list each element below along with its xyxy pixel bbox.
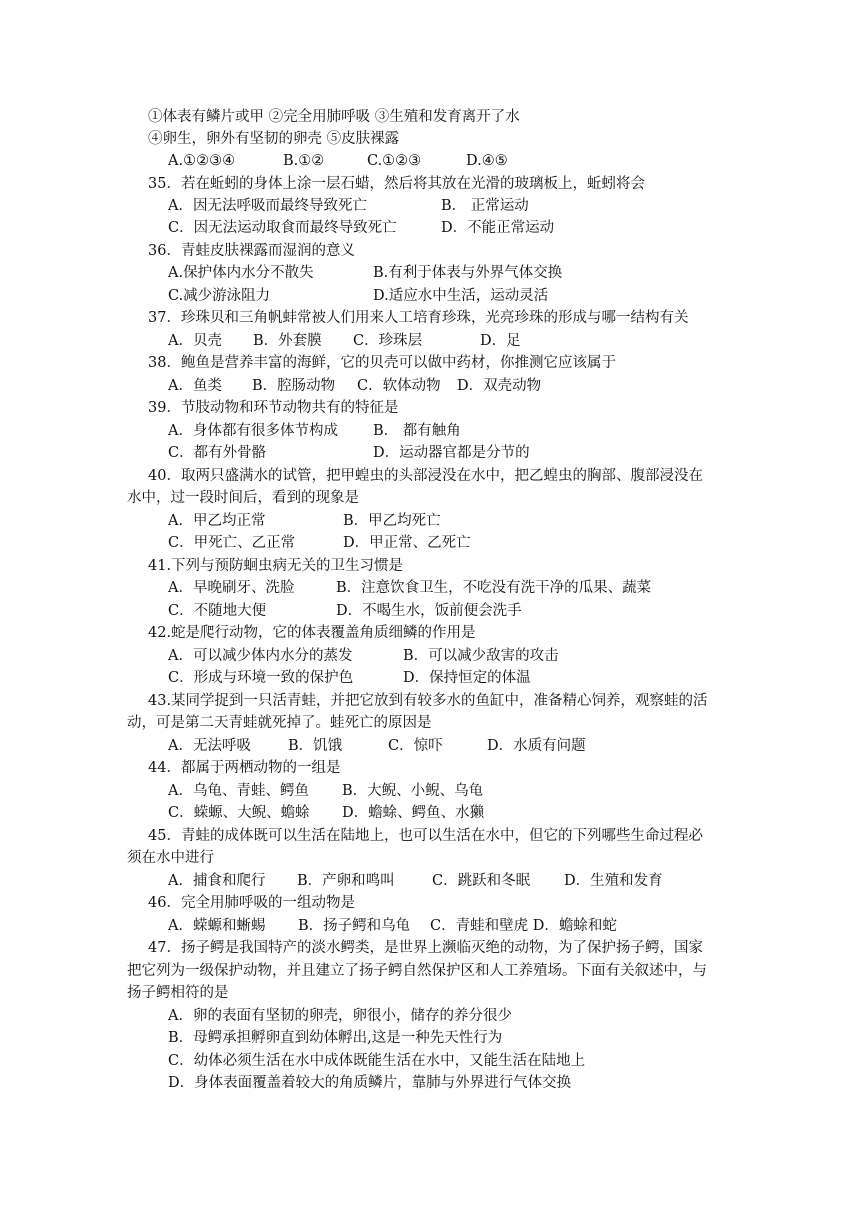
answer-option: A．甲乙均正常 <box>168 513 266 529</box>
answer-option: D．足 <box>480 333 521 349</box>
answer-option: A．贝壳 <box>168 333 222 349</box>
answer-option: B．外套膜 <box>253 333 322 349</box>
answer-option: D．不喝生水，饭前便会洗手 <box>336 603 522 619</box>
answer-option: C．不随地大便 <box>168 603 267 619</box>
answer-option: B．腔肠动物 <box>252 378 336 394</box>
question-stem-continued: 动，可是第二天青蛙就死掉了。蛙死亡的原因是 <box>127 715 432 731</box>
answer-option: A.①②③④ <box>168 153 236 169</box>
question-stem: 41.下列与预防蛔虫病无关的卫生习惯是 <box>148 558 404 574</box>
answer-option: B．甲乙均死亡 <box>343 513 441 529</box>
question-stem: 43.某同学捉到一只活青蛙，并把它放到有较多水的鱼缸中，准备精心饲养，观察蛙的活 <box>148 693 708 709</box>
answer-option: A．卵的表面有坚韧的卵壳，卵很小，储存的养分很少 <box>168 1008 512 1024</box>
question-stem: 44．都属于两栖动物的一组是 <box>148 760 341 776</box>
answer-option: C．蝾螈、大鲵、蟾蜍 <box>168 805 310 821</box>
answer-option: D．生殖和发育 <box>564 873 663 889</box>
answer-option: C.①②③ <box>367 153 422 169</box>
answer-option: B．可以减少敌害的攻击 <box>403 648 559 664</box>
answer-option: D．甲正常、乙死亡 <box>343 535 471 551</box>
answer-option: D．身体表面覆盖着较大的角质鳞片，靠肺与外界进行气体交换 <box>168 1075 572 1091</box>
answer-option: B．大鲵、小鲵、乌龟 <box>342 783 484 799</box>
question-stem-continued: 扬子鳄相符的是 <box>127 985 229 1001</box>
question-line: ①体表有鳞片或甲 ②完全用肺呼吸 ③生殖和发育离开了水 <box>148 109 520 125</box>
answer-option: D.④⑤ <box>466 153 508 169</box>
answer-option: D．水质有问题 <box>487 738 586 754</box>
question-stem: 39．节肢动物和环节动物共有的特征是 <box>148 400 399 416</box>
answer-option: C．甲死亡、乙正常 <box>168 535 296 551</box>
answer-option: C．跳跃和冬眠 <box>432 873 531 889</box>
answer-option: C.减少游泳阻力 <box>168 288 271 304</box>
question-stem: 36．青蛙皮肤裸露而湿润的意义 <box>148 243 355 259</box>
answer-option: A．可以减少体内水分的蒸发 <box>168 648 353 664</box>
question-stem: 40．取两只盛满水的试管，把甲蝗虫的头部浸没在水中，把乙蝗虫的胸部、腹部浸没在 <box>148 468 703 484</box>
question-stem: 42.蛇是爬行动物，它的体表覆盖角质细鳞的作用是 <box>148 625 476 641</box>
answer-option: D．蟾蜍、鳄鱼、水獭 <box>342 805 485 821</box>
answer-option: A．因无法呼吸而最终导致死亡 <box>168 198 367 214</box>
question-stem: 38．鲍鱼是营养丰富的海鲜，它的贝壳可以做中药材，你推测它应该属于 <box>148 355 616 371</box>
answer-option: C．幼体必须生活在水中成体既能生活在水中，又能生活在陆地上 <box>168 1053 586 1069</box>
answer-option: A.保护体内水分不散失 <box>168 265 314 281</box>
answer-option: C．软体动物 <box>357 378 441 394</box>
answer-option: C．惊吓 <box>388 738 443 754</box>
question-stem-continued: 水中，过一段时间后，看到的现象是 <box>127 490 359 506</box>
answer-option: C．都有外骨骼 <box>168 445 267 461</box>
answer-option: B． 正常运动 <box>441 198 529 214</box>
answer-option: A．鱼类 <box>168 378 222 394</box>
answer-option: B．饥饿 <box>288 738 343 754</box>
answer-option: C．青蛙和壁虎 D．蟾蜍和蛇 <box>430 918 617 934</box>
answer-option: D．保持恒定的体温 <box>403 670 531 686</box>
answer-option: D．双壳动物 <box>457 378 542 394</box>
answer-option: C．因无法运动取食而最终导致死亡 <box>168 220 397 236</box>
question-stem: 47．扬子鳄是我国特产的淡水鳄类，是世界上濒临灭绝的动物，为了保护扬子鳄，国家 <box>148 940 703 956</box>
answer-option: A．无法呼吸 <box>168 738 251 754</box>
answer-option: C．珍珠层 <box>353 333 423 349</box>
question-stem: 45．青蛙的成体既可以生活在陆地上，也可以生活在水中，但它的下列哪些生命过程必 <box>148 828 703 844</box>
answer-option: B． 都有触角 <box>373 423 461 439</box>
answer-option: C．形成与环境一致的保护色 <box>168 670 354 686</box>
question-line: ④卵生，卵外有坚韧的卵壳 ⑤皮肤裸露 <box>148 131 400 147</box>
answer-option: A．蝾螈和蜥蜴 <box>168 918 266 934</box>
answer-option: A．身体都有很多体节构成 <box>168 423 338 439</box>
question-stem: 37．珍珠贝和三角帆蚌常被人们用来人工培育珍珠，光亮珍珠的形成与哪一结构有关 <box>148 310 689 326</box>
question-stem-continued: 须在水中进行 <box>127 850 214 866</box>
answer-option: A．乌龟、青蛙、鳄鱼 <box>168 783 309 799</box>
question-stem: 35．若在蚯蚓的身体上涂一层石蜡，然后将其放在光滑的玻璃板上，蚯蚓将会 <box>148 176 645 192</box>
answer-option: D．不能正常运动 <box>441 220 555 236</box>
answer-option: B.有利于体表与外界气体交换 <box>373 265 563 281</box>
answer-option: B．产卵和鸣叫 <box>297 873 395 889</box>
question-stem: 46．完全用肺呼吸的一组动物是 <box>148 895 355 911</box>
answer-option: A．捕食和爬行 <box>168 873 266 889</box>
answer-option: D.适应水中生活，运动灵活 <box>373 288 549 304</box>
answer-option: B．扬子鳄和乌龟 <box>298 918 411 934</box>
answer-option: D．运动器官都是分节的 <box>373 445 530 461</box>
question-stem-continued: 把它列为一级保护动物，并且建立了扬子鳄自然保护区和人工养殖场。下面有关叙述中，与 <box>127 963 707 979</box>
answer-option: A．早晚刷牙、洗脸 <box>168 580 295 596</box>
answer-option: B.①② <box>283 153 325 169</box>
answer-option: B．母鳄承担孵卵直到幼体孵出,这是一种先天性行为 <box>168 1030 503 1046</box>
answer-option: B．注意饮食卫生，不吃没有洗干净的瓜果、蔬菜 <box>336 580 652 596</box>
